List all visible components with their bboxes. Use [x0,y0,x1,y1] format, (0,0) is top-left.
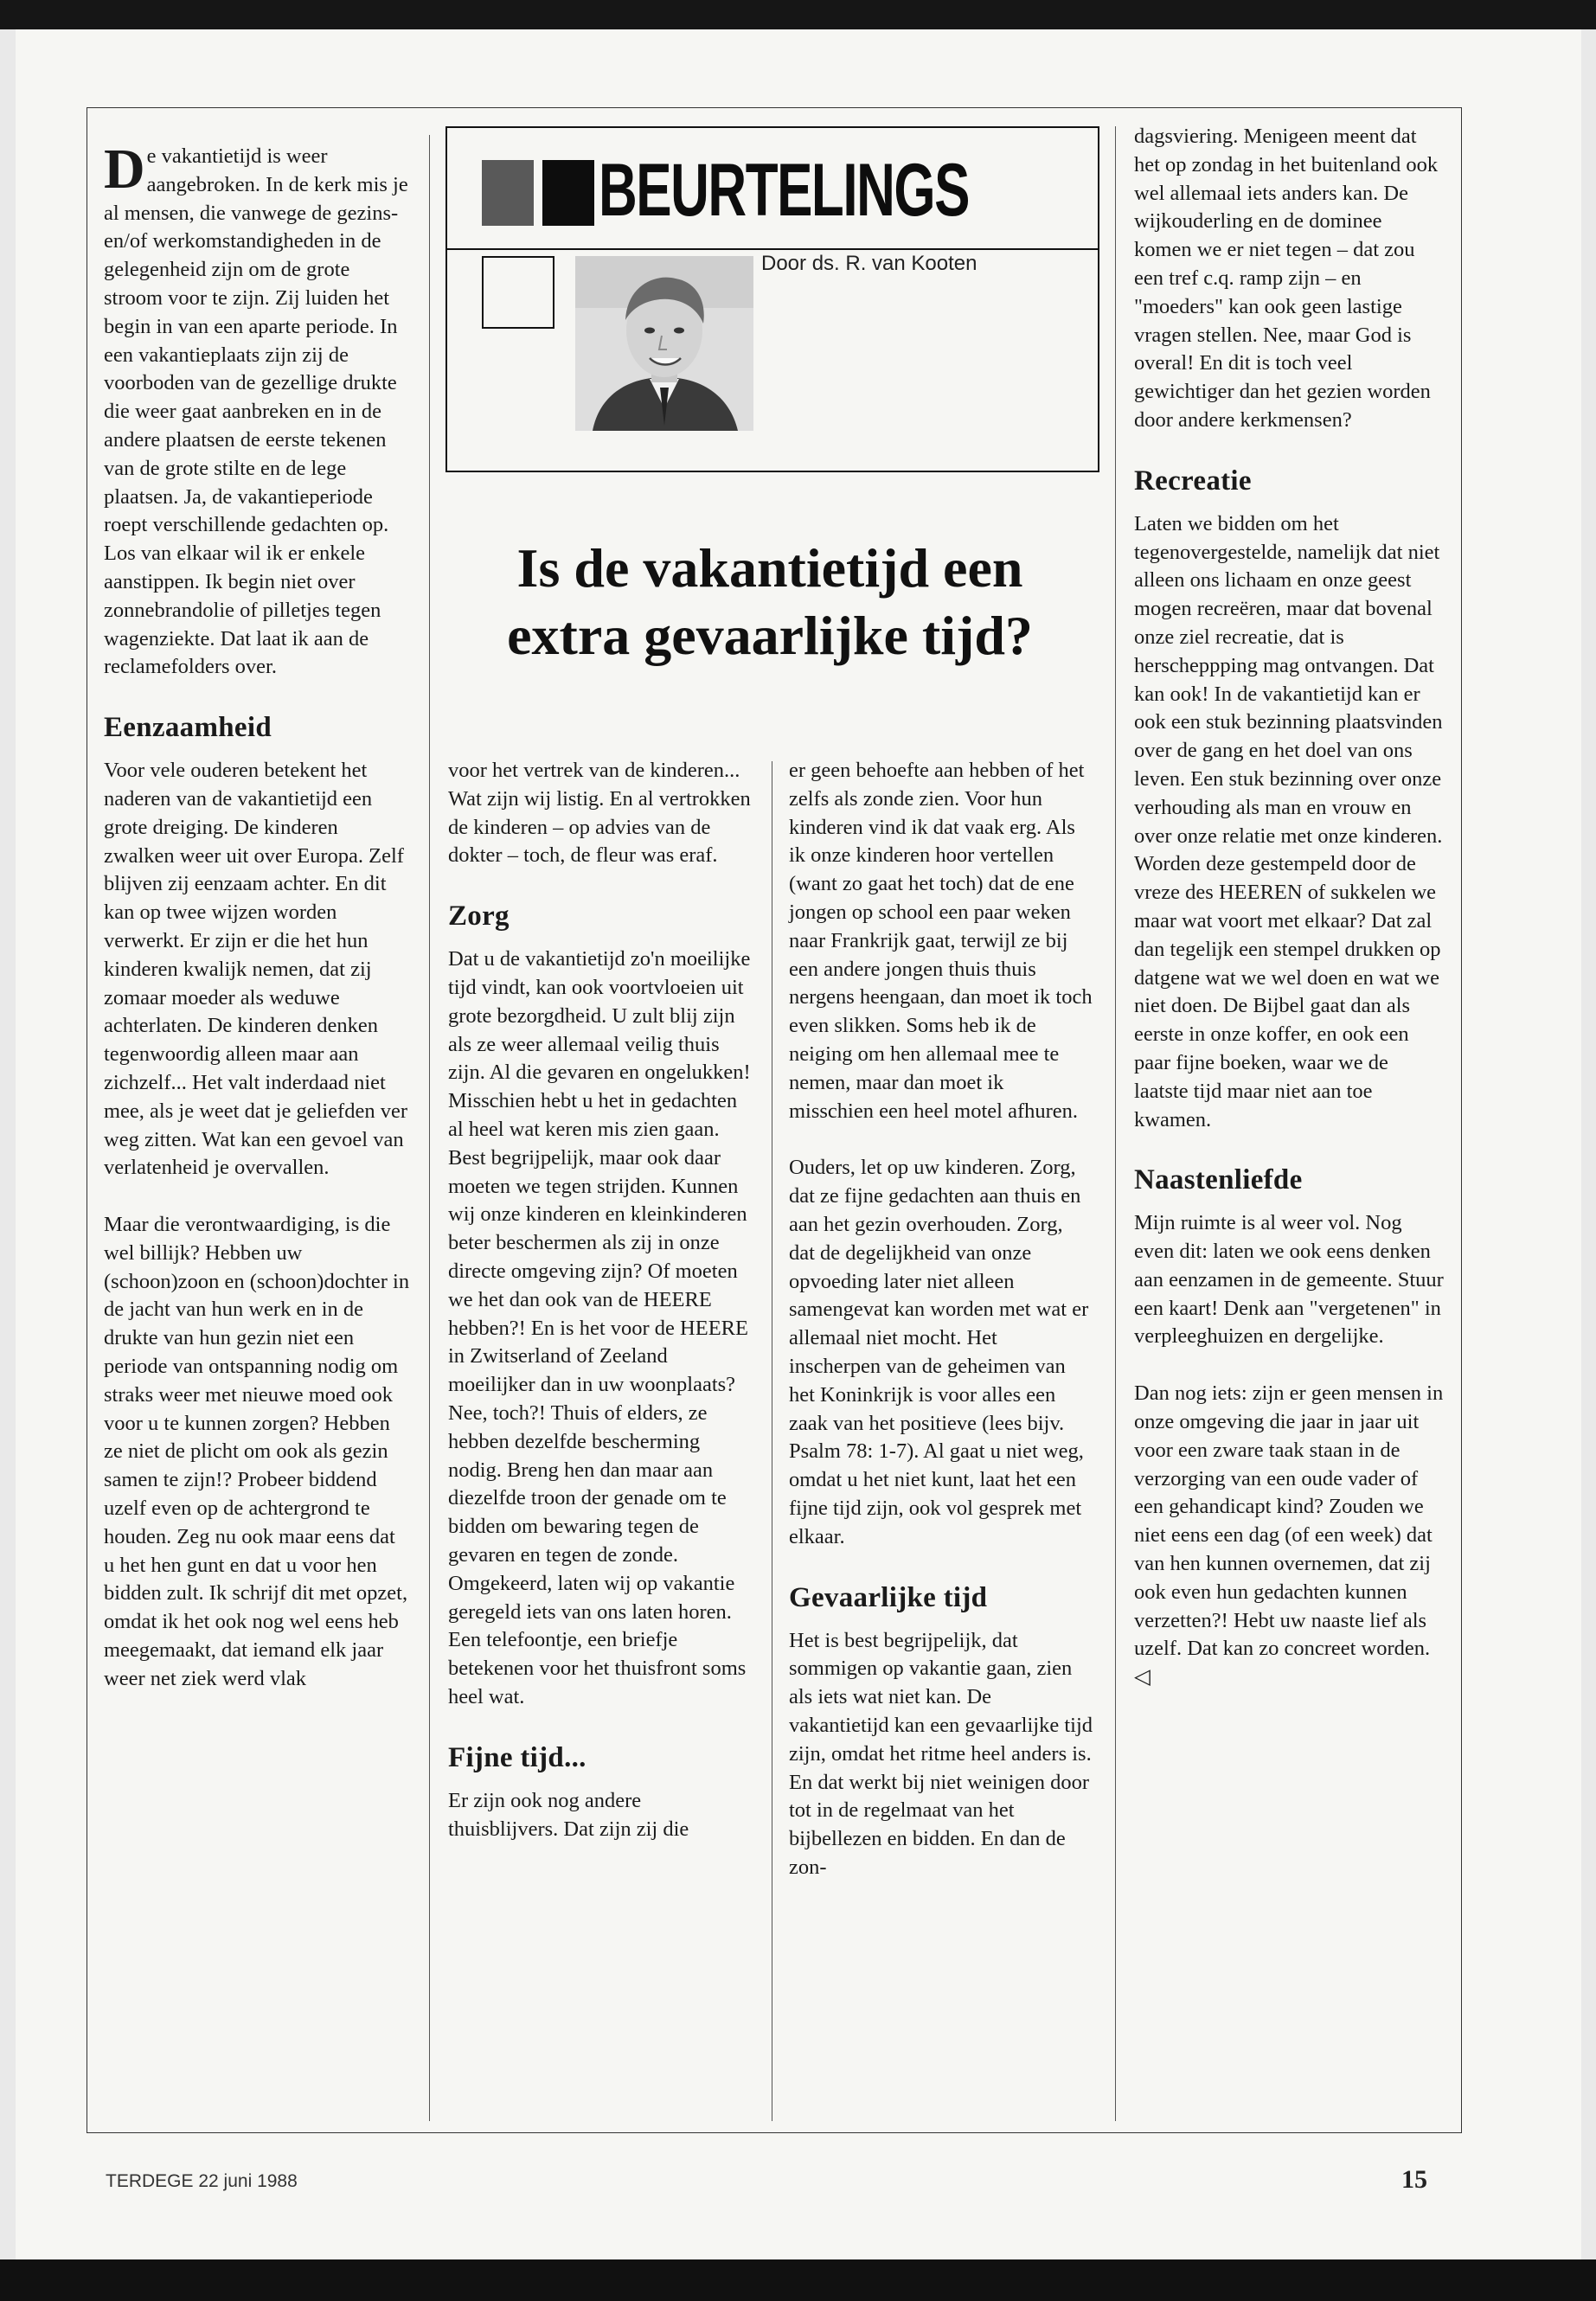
page-number: 15 [1401,2165,1427,2194]
paragraph: Dan nog iets: zijn er geen mensen in onze omgeving die jaar in jaar uit voor een zware taak staan in de verzorging van een oude vader of een gehandicapt kind? Zouden we niet eens een dag (of een week) dat van hen kunnen overnemen, dat zij ook even hun gedachten kunnen verzetten?! Hebt uw naaste lief als uzelf. Dat kan zo concreet worden. ◁ [1134,1381,1444,1689]
paragraph: er geen behoefte aan hebben of het zelfs als zonde zien. Voor hun kinderen vind ik dat vaak erg. Als ik onze kinderen hoor vertellen (want zo gaat het toch) dat de ene jongen op school een paar weken naar Frankrijk gaat, terwijl ze bij een andere jongen thuis thuis nergens heengaan, dan moet ik toch even slikken. Soms heb ik de neiging om hen allemaal mee te nemen, maar dan moet ik misschien een heel motel afhuren. [789,759,1093,1123]
paragraph: voor het vertrek van de kinderen... Wat zijn wij listig. En al vertrokken de kinderen – op advies van de dokter – toch, de fleur was eraf. [448,759,751,868]
paragraph: Er zijn ook nog andere thuisblijvers. Dat zijn zij die [448,1788,689,1841]
author-portrait [575,256,753,431]
subheading-gevaarlijke-tijd: Gevaarlijke tijd [789,1581,988,1613]
article-headline [441,535,1099,670]
subheading-recreatie: Recreatie [1134,465,1252,497]
decorative-grey-square [482,160,534,226]
decorative-black-square [542,160,594,226]
subheading-fijne-tijd: Fijne tijd... [448,1741,586,1773]
column-2 [448,757,753,1843]
publication-footer: TERDEGE 22 juni 1988 [106,2171,298,2191]
paragraph: Dat u de vakantietijd zo'n moeilijke tijd vindt, kan ook voortvloeien uit grote bezorgdheid. U zult blij zijn als ze weer allemaal veilig thuis zijn. Al die gevaren en ongelukken! Misschien hebt u het in gedachten al heel wat keren mis zien gaan. Best begrijpelijk, maar ook daar moeten we tegen strijden. Kunnen wij onze kinderen en kleinkinderen beter beschermen als zij in onze directe omgeving zijn? Of moeten we het dan ook van de HEERE hebben?! En is het voor de HEERE in Zwitserland of Zeeland moeilijker dan in uw woonplaats? Nee, toch?! Thuis of elders, ze hebben dezelfde bescherming nodig. Breng hen dan maar aan diezelfde troon der genade om te bidden om bewaring tegen de gevaren en tegen de zonde. Omgekeerd, laten wij op vakantie geregeld iets van ons laten horen. Een telefoontje, een briefje betekenen voor het thuisfront soms heel wat. [448,947,751,1708]
headline-line-2: extra gevaarlijke tijd? [507,605,1033,666]
paragraph: Maar die verontwaardiging, is die wel billijk? Hebben uw (schoon)zoon en (schoon)dochter in de jacht van hun werk en in de drukte van hun gezin niet een periode van ontspanning nodig om straks weer met nieuwe moed ook voor u te kunnen zorgen? Hebben ze niet de plicht om ook als gezin samen te zijn!? Probeer biddend uzelf even op de achtergrond te houden. Zeg nu ook maar eens dat u het hen gunt en dat u voor hen bidden zult. Ik schrijf dit met opzet, omdat ik het ook nog wel eens heb meegemaakt, dat iemand elk jaar weer net ziek werd vlak [104,1213,410,1690]
column-rule-1 [429,135,430,2121]
drop-cap: D [104,138,145,201]
subheading-naastenliefde: Naastenliefde [1134,1164,1303,1196]
column-4 [1134,123,1444,1692]
subheading-eenzaamheid: Eenzaamheid [104,712,272,744]
header-divider [447,248,1098,250]
column-3 [789,757,1093,1882]
paragraph: Laten we bidden om het tegenovergestelde, namelijk dat niet alleen ons lichaam en onze geest mogen recreëren, maar dat bovenal onze ziel recreatie, dat is herscheppping mag ontvangen. Dat kan ook! In de vakantietijd kan er ook een stuk bezinning plaatsvinden over de gang en het doel van ons leven. Een stuk bezinning over onze verhouding als man en vrouw en over onze relatie met onze kinderen. Worden deze gestempeld door de vreze des HEEREN of sukkelen we maar wat voort met elkaar? Dat zal dan tegelijk een stempel drukken op datgene wat we wel doen en wat we niet doen. De Bijbel gaat dan als eerste in onze koffer, en ook een paar fijne boeken, waar we de laatste tijd maar niet aan toe kwamen. [1134,511,1443,1131]
column-1 [104,138,411,1694]
paragraph: Het is best begrijpelijk, dat sommigen op vakantie gaan, zien als iets wat niet kan. De vakantietijd kan een gevaarlijke tijd zijn, omdat het ritme heel anders is. En dat werkt bij niet weinigen door tot in de regelmaat van het bijbellezen en bidden. En dan de zon- [789,1628,1093,1879]
column-rule-3 [1115,126,1116,2121]
intro-paragraph [104,138,411,682]
subheading-zorg: Zorg [448,901,510,933]
intro-text: e vakantietijd is weer aangebroken. In de kerk mis je al mensen, die vanwege de gezins- en/of werkomstandigheden in de gelegenheid zijn om de grote stroom voor te zijn. Zij luiden het begin in van een aparte periode. In een vakantieplaats zijn zij de voorboden van de gezellige drukte die weer gaat aanbreken en in de andere plaatsen de eerste tekenen van de grote stilte en de lege plaatsen. Ja, de vakantieperiode roept verschillende gedachten op. Los van elkaar wil ik er enkele aanstippen. Ik begin niet over zonnebrandolie of pilletjes tegen wagenziekte. Dat laat ik aan de reclamefolders over. [104,144,408,679]
paragraph: Voor vele ouderen betekent het naderen van de vakantietijd een grote dreiging. De kinderen zwalken weer uit over Europa. Zelf blijven zij eenzaam achter. En dit kan op twee wijzen worden verwerkt. Er zijn er die het hun kinderen kwalijk nemen, dat zij zomaar moeder als weduwe achterlaten. De kinderen denken tegenwoordig alleen maar aan zichzelf... Het valt inderdaad niet mee, als je weet dat je geliefden ver weg zitten. Wat kan een gevoel van verlatenheid je overvallen. [104,759,407,1180]
scan-bottom-edge [0,2259,1596,2301]
byline: Door ds. R. van Kooten [761,252,977,275]
column-header-box [445,126,1099,472]
column-title: BEURTELINGS [599,149,969,232]
paragraph: dagsviering. Menigeen meent dat het op zondag in het buitenland ook wel allemaal iets anders kan. De wijkouderling en de dominee komen we er niet tegen – dat zou een tref c.q. ramp zijn – en "moeders" kan ook geen lastige vragen stellen. Nee, maar God is overal! En dit is toch veel gewichtiger dan het gezien worden door andere kerkmensen? [1134,125,1439,432]
headline-line-1: Is de vakantietijd een [516,537,1023,599]
scan-top-edge [0,0,1596,29]
decorative-outline-square [482,256,554,329]
paragraph: Ouders, let op uw kinderen. Zorg, dat ze fijne gedachten aan thuis en aan het gezin overhouden. Zorg, dat de degelijkheid van onze opvoeding later niet alleen samengevat kan worden met wat er allemaal niet mocht. Het inscherpen van de geheimen van het Koninkrijk is voor alles een zaak van het positieve (lees bijv. Psalm 78: 1-7). Al gaat u niet weg, omdat u het niet kunt, laat het een fijne tijd zijn, ook vol gesprek met elkaar. [789,1156,1089,1548]
paragraph: Mijn ruimte is al weer vol. Nog even dit: laten we ook eens denken aan eenzamen in de gemeente. Stuur een kaart! Denk aan "vergetenen" in verpleeghuizen en dergelijke. [1134,1211,1444,1349]
